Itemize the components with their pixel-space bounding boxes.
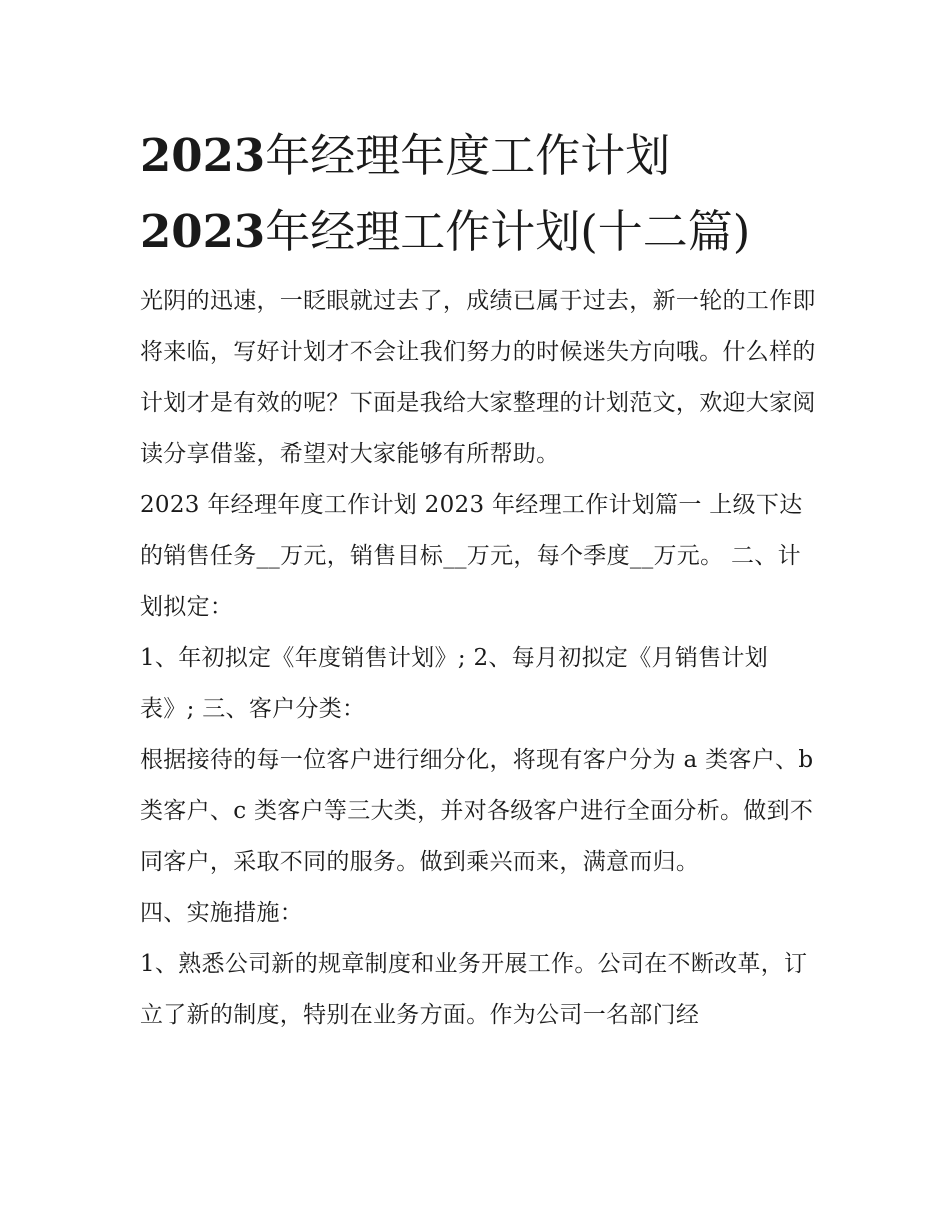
document-body bbox=[140, 276, 820, 1041]
document-title bbox=[140, 118, 820, 270]
title-year: 2023 bbox=[140, 205, 266, 258]
paragraph-plan: 1、年初拟定《年度销售计划》; 2、每月初拟定《月销售计划表》; 三、客户分类： bbox=[140, 645, 769, 722]
title-year: 2023 bbox=[140, 129, 266, 182]
title-text: 年经理年度工作计划 bbox=[265, 129, 671, 182]
title-line-2 bbox=[140, 194, 820, 270]
paragraph-measure-1: 1、熟悉公司新的规章制度和业务开展工作。公司在不断改革，订立了新的制度，特别在业务方面。作为公司一名部门经 bbox=[140, 951, 808, 1028]
document-page bbox=[140, 118, 820, 1041]
title-line-1 bbox=[140, 118, 820, 194]
section-heading-measures: 四、实施措施： bbox=[140, 900, 304, 926]
paragraph-customers: 根据接待的每一位客户进行细分化，将现有客户分为 a 类客户、b 类客户、c 类客户等三大类，并对各级客户进行全面分析。做到不同客户，采取不同的服务。做到乘兴而来，满意而归。 bbox=[140, 747, 814, 875]
title-text: 年经理工作计划(十二篇) bbox=[265, 205, 751, 258]
paragraph-task: 2023 年经理年度工作计划 2023 年经理工作计划篇一 上级下达的销售任务__万元，销售目标__万元，每个季度__万元。 二、计划拟定： bbox=[140, 492, 803, 620]
paragraph-intro: 光阴的迅速，一眨眼就过去了，成绩已属于过去，新一轮的工作即将来临，写好计划才不会让我们努力的时候迷失方向哦。什么样的计划才是有效的呢？下面是我给大家整理的计划范文，欢迎大家阅读分享借鉴，希望对大家能够有所帮助。 bbox=[140, 288, 816, 467]
